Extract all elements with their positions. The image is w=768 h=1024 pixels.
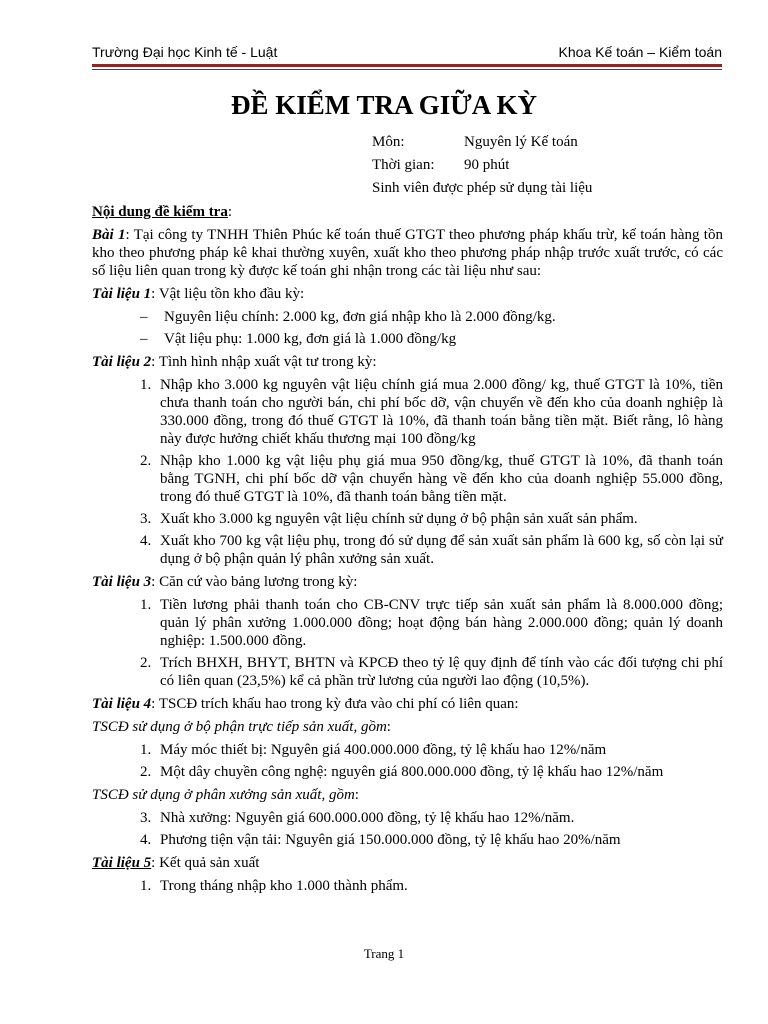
tl2-heading: Tài liệu 2: Tình hình nhập xuất vật tư trong kỳ:: [92, 354, 377, 370]
document-title: ĐỀ KIỂM TRA GIỮA KỲ: [230, 90, 538, 120]
list-item: 1. Tiền lương phải thanh toán cho CB-CNV trực tiếp sản xuất sản phẩm là 8.000.000 đồng; quản lý phân xưởng 1.000.000 đồng; hoạt động bán hàng 2.000.000 đồng; quản lý doanh nghiệp: 1.500.000 đồng.: [140, 597, 723, 649]
list-item: – Nguyên liệu chính: 2.000 kg, đơn giá nhập kho là 2.000 đồng/kg.: [140, 308, 723, 326]
tl5-list: [92, 877, 723, 895]
list-item: 2. Một dây chuyền công nghệ: nguyên giá 800.000.000 đồng, tỷ lệ khấu hao 12%/năm: [140, 764, 664, 780]
time-value: 90 phút: [464, 157, 510, 173]
tl4-sub2-title: TSCĐ sử dụng ở phân xưởng sản xuất, gồm:: [92, 787, 359, 803]
bai1-text: : Tại công ty TNHH Thiên Phúc kế toán thuế GTGT theo phương pháp khấu trừ, kế toán hàng tồn kho theo phương pháp kê khai thường xuyên, xuất kho theo phương pháp nhập trước xuất trước, có các số liệu liên quan trong kỳ được kế toán ghi nhận trong các tài liệu như sau:: [92, 227, 723, 279]
materials-note: Sinh viên được phép sử dụng tài liệu: [372, 180, 593, 196]
content-heading: Nội dung đề kiểm tra:: [92, 204, 233, 220]
tl5-heading: Tài liệu 5: Kết quả sản xuất: [92, 855, 260, 871]
header-university: Trường Đại học Kinh tế - Luật: [92, 44, 278, 60]
list-item: 1. Trong tháng nhập kho 1.000 thành phẩm.: [140, 878, 408, 894]
subject-value: Nguyên lý Kế toán: [464, 134, 578, 150]
page-number: Trang 1: [363, 946, 405, 961]
tl1-list: [92, 308, 723, 348]
header-rule-thick: [92, 64, 722, 67]
list-item: 4. Xuất kho 700 kg vật liệu phụ, trong đó sử dụng để sản xuất sản phẩm là 600 kg, số còn lại sử dụng ở bộ phận quản lý phân xưởng sản xuất.: [140, 533, 723, 567]
tl4-sub1-list: [92, 741, 723, 781]
list-item: 2. Trích BHXH, BHYT, BHTN và KPCĐ theo tỷ lệ quy định để tính vào các đối tượng chi phí có liên quan (23,5%) kể cả phần trừ lương của người lao động (10,5%).: [140, 655, 723, 689]
exam-body: [92, 203, 723, 900]
list-item: 4. Phương tiện vận tải: Nguyên giá 150.000.000 đồng, tỷ lệ khấu hao 20%/năm: [140, 832, 621, 848]
tl1-heading: Tài liệu 1: Vật liệu tồn kho đầu kỳ:: [92, 286, 305, 302]
header-rule-thin: [92, 69, 722, 70]
list-item: – Vật liệu phụ: 1.000 kg, đơn giá là 1.000 đồng/kg: [140, 330, 723, 348]
list-item: 3. Nhà xưởng: Nguyên giá 600.000.000 đồng, tỷ lệ khấu hao 12%/năm.: [140, 810, 575, 826]
tl3-heading: Tài liệu 3: Căn cứ vào bảng lương trong kỳ:: [92, 574, 358, 590]
header-faculty: Khoa Kế toán – Kiểm toán: [558, 44, 722, 60]
list-item: 1. Nhập kho 3.000 kg nguyên vật liệu chính giá mua 2.000 đồng/ kg, thuế GTGT là 10%, tiền chưa thanh toán cho người bán, chi phí bốc dỡ, vận chuyển về đến kho của doanh nghiệp là 330.000 đồng, trong đó thuế GTGT là 10%, đã thanh toán bằng tiền mặt. Biết rằng, lô hàng này được hưởng chiết khấu thương mại 100 đồng/kg: [140, 377, 723, 447]
time-label: Thời gian:: [372, 157, 435, 173]
tl4-heading: Tài liệu 4: TSCĐ trích khấu hao trong kỳ đưa vào chi phí có liên quan:: [92, 696, 519, 712]
tl2-list: [92, 376, 723, 568]
bai1-paragraph: [92, 226, 723, 280]
tl4-sub1-title: TSCĐ sử dụng ở bộ phận trực tiếp sản xuất, gồm:: [92, 719, 391, 735]
list-item: 3. Xuất kho 3.000 kg nguyên vật liệu chính sử dụng ở bộ phận sản xuất sản phẩm.: [140, 511, 638, 527]
list-item: 2. Nhập kho 1.000 kg vật liệu phụ giá mua 950 đồng/kg, thuế GTGT là 10%, đã thanh toán bằng TGNH, chi phí bốc dỡ vận chuyển hàng về đến kho của doanh nghiệp 55.000 đồng, trong đó thuế GTGT là 10%, đã thanh toán bằng tiền mặt.: [140, 453, 723, 505]
list-item: 1. Máy móc thiết bị: Nguyên giá 400.000.000 đồng, tỷ lệ khấu hao 12%/năm: [140, 742, 607, 758]
subject-label: Môn:: [372, 134, 405, 150]
tl4-sub2-list: [92, 809, 723, 849]
tl3-list: [92, 596, 723, 690]
page-header: [92, 44, 722, 64]
bai1-label: Bài 1: [92, 227, 126, 243]
